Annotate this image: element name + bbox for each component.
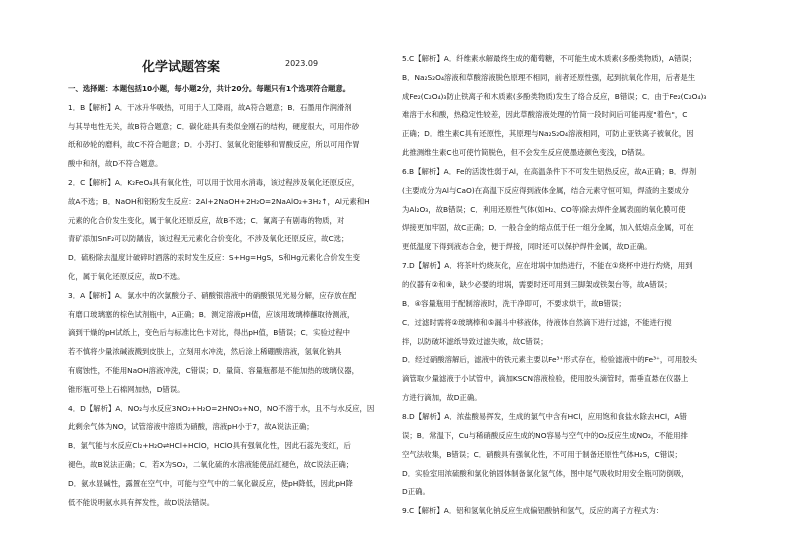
answer-paragraph <box>402 50 758 163</box>
text-line: 锥形瓶可垫上石棉网加热，D错误。 <box>68 384 185 394</box>
text-line: B．氯气能与水反应Cl₂+H₂O⇌HCl+HClO，HClO具有强氧化性，因此石蕊先变红，后 <box>68 441 351 451</box>
text-line: 低不能说明氨水具有挥发性，故D说法错误。 <box>68 497 215 507</box>
answer-paragraph <box>402 257 758 407</box>
page-header <box>120 56 370 74</box>
text-line: 褪色，故B说法正确；C．若X为SO₂，二氧化硫的水溶液能使品红褪色，故C说法正确； <box>68 459 354 469</box>
text-line: D．经过硝酸溶解后，滤液中的铁元素主要以Fe³⁺形式存在，检验滤液中的Fe³⁺，可用胶头 <box>402 355 697 365</box>
text-line: 焊接更加牢固，故C正确；D．一般合金的熔点低于任一组分金属，加入低熔点金属，可在 <box>402 223 694 233</box>
text-line: 若不慎将少量浓碱液溅到皮肤上，立刻用水冲洗，然后涂上稀硼酸溶液，氢氧化钠具 <box>68 347 342 357</box>
text-line: 6.B【解析】A．Fe的活泼性弱于Al，在高温条件下不可发生铝热反应，故A正确；B．焊剂 <box>402 167 697 177</box>
text-line: 8.D【解析】A．浓盐酸易挥发，生成的氯气中含有HCl，应用饱和食盐水除去HCl，A错 <box>402 412 687 422</box>
text-line: 有腐蚀性，不能用NaOH溶液冲洗，C错误；D．量筒、容量瓶都是不能加热的玻璃仪器， <box>68 365 359 375</box>
text-line: 故A不选；B．NaOH和铝粉发生反应：2Al+2NaOH+2H₂O=2NaAlO₂+3H₂↑，Al元素和H <box>68 196 370 206</box>
text-line: 7.D【解析】A．将茶叶灼烧灰化，应在坩埚中加热进行，不能在①烧杯中进行灼烧，用到 <box>402 261 693 271</box>
text-line: 有磨口玻璃塞的棕色试剂瓶中，A正确；B．测定溶液pH值，应该用玻璃棒蘸取待测液， <box>68 309 355 319</box>
text-line: D正确。 <box>402 487 430 497</box>
page-title: 化学试题答案 <box>142 60 221 75</box>
answer-paragraph <box>68 99 390 174</box>
answer-paragraph <box>402 502 758 521</box>
answer-paragraph <box>402 163 758 257</box>
text-line: 3．A【解析】A．氯水中的次氯酸分子、硝酸银溶液中的硝酸银见光易分解，应存放在配 <box>68 290 357 300</box>
answer-paragraph <box>402 408 758 502</box>
text-line: 9.C【解析】A．铝和氢氧化钠反应生成偏铝酸钠和氢气，反应的离子方程式为： <box>402 506 664 516</box>
text-line: D．硫粉除去温度计破碎时酒落的汞时发生反应：S+Hg=HgS，S和Hg元素化合价发生变 <box>68 253 361 263</box>
text-line: (主要成分为Al与CaO)在高温下反应得到液体金属，结合元素守恒可知，焊渣的主要成分 <box>402 185 690 195</box>
text-line: 酸中和剂，故D不符合题意。 <box>68 159 163 169</box>
text-line: 一、选择题：本题包括10小题，每小题2分，共计20分。每题只有1个选项符合题意。 <box>68 84 351 93</box>
page-date: 2023.09 <box>285 59 319 68</box>
answer-paragraph <box>68 287 390 400</box>
text-line: 此剩余气体为NO，试管溶液中溶质为硝酸，溶液pH小于7，故A说法正确； <box>68 422 314 432</box>
text-line: 的仪器有②和⑨，缺少必要的坩埚，需要时还可用到三脚架或铁架台等，故A错误； <box>402 280 672 290</box>
text-line: 成Fe₂(C₂O₄)₃防止铁离子和木质素(多酚类物质)发生了络合反应，B错误；C．由于Fe₂(C₂O₄)₃ <box>402 91 707 101</box>
text-line: 青矿添加SnF₂可以防龋齿，该过程无元素化合价变化，不涉及氧化还原反应，故C选； <box>68 234 349 244</box>
text-line: D．实验室用浓硫酸和氯化钠固体制备氯化氢气体，图中尾气吸收时用安全瓶可防倒吸， <box>402 468 689 478</box>
text-line: 纸和砂轮的磨料，故C不符合题意；D．小苏打、氢氧化铝能够和胃酸反应，所以可用作胃 <box>68 140 360 150</box>
text-line: 元素的化合价发生变化，属于氧化还原反应，故B不选；C．氰离子有剧毒的物质，对 <box>68 215 345 225</box>
text-line: 难溶于水和酸，热稳定性较差，因此草酸溶液处理的竹简一段时间后可能再度"着色"，C <box>402 110 688 120</box>
text-line: 为Al₂O₃，故B错误；C．利用还原性气体(如H₂、CO等)除去焊件金属表面的氧化膜可使 <box>402 204 686 214</box>
text-line: 5.C【解析】A．纤维素水解最终生成的葡萄糖，不可能生成木质素(多酚类物质)，A错误； <box>402 54 697 63</box>
text-line: 1．B【解析】A．干冰升华吸热，可用于人工降雨，故A符合题意；B．石墨用作润滑剂 <box>68 102 352 112</box>
text-line: 更低温度下得到液态合金，便于焊接，同时还可以保护焊件金属，故D正确。 <box>402 242 652 252</box>
answer-paragraph <box>68 174 390 287</box>
text-line: 与其导电性无关，故B符合题意；C．碳化硅具有类似金刚石的结构，硬度很大，可用作砂 <box>68 121 360 131</box>
text-line: 正确；D．维生素C具有还原性，其原理与Na₂S₂O₄溶液相同，可防止亚铁离子被氧化，因 <box>402 129 694 139</box>
text-line: 滴到干燥的pH试纸上，变色后与标准比色卡对比，得出pH值，B错误；C．实验过程中 <box>68 328 351 338</box>
text-line: 滴管取少量滤液于小试管中，滴加KSCN溶液检验，使用胶头滴管时，需垂直悬在仪器上 <box>402 374 689 384</box>
text-line: 空气法收集，B错误；C．硝酸具有强氧化性，不可用于制备还原性气体H₂S，C错误； <box>402 449 682 459</box>
text-line: 4．D【解析】A．NO₂与水反应3NO₂+H₂O=2HNO₃+NO，NO不溶于水，且不与水反应，因 <box>68 403 375 413</box>
text-line: D．氨水显碱性，露置在空气中，可能与空气中的二氧化碳反应，使pH降低，因此pH降 <box>68 478 353 488</box>
text-line: 方进行滴加，故D正确。 <box>402 392 482 402</box>
text-line: 误；B．常温下，Cu与稀硝酸反应生成的NO容易与空气中的O₂反应生成NO₂，不能用排 <box>402 430 688 440</box>
text-line: B．④容量瓶用于配制溶液时，洗干净即可，不要求烘干，故B错误； <box>402 298 626 308</box>
text-line: 化，属于氧化还原反应，故D不选。 <box>68 271 185 281</box>
text-line: 2．C【解析】A．K₂FeO₄具有氧化性，可以用于饮用水消毒，该过程涉及氧化还原反应， <box>68 178 360 187</box>
answer-paragraph <box>68 80 390 99</box>
text-line: 拌，以防破坏滤纸导致过滤失败，故C错误； <box>402 336 548 346</box>
text-line: 此推测维生素C也可使竹简脱色，但不会发生反应使墨迹颜色变浅，D错误。 <box>402 147 650 157</box>
text-line: C．过滤时需将②玻璃棒和⑤漏斗中移液体，待液体自然滴下进行过滤，不能进行搅 <box>402 317 672 327</box>
text-line: B．Na₂S₂O₄溶液和草酸溶液脱色原理不相同，前者还原性强，起到抗氧化作用，后者是生 <box>402 72 696 82</box>
answer-paragraph <box>68 400 390 513</box>
